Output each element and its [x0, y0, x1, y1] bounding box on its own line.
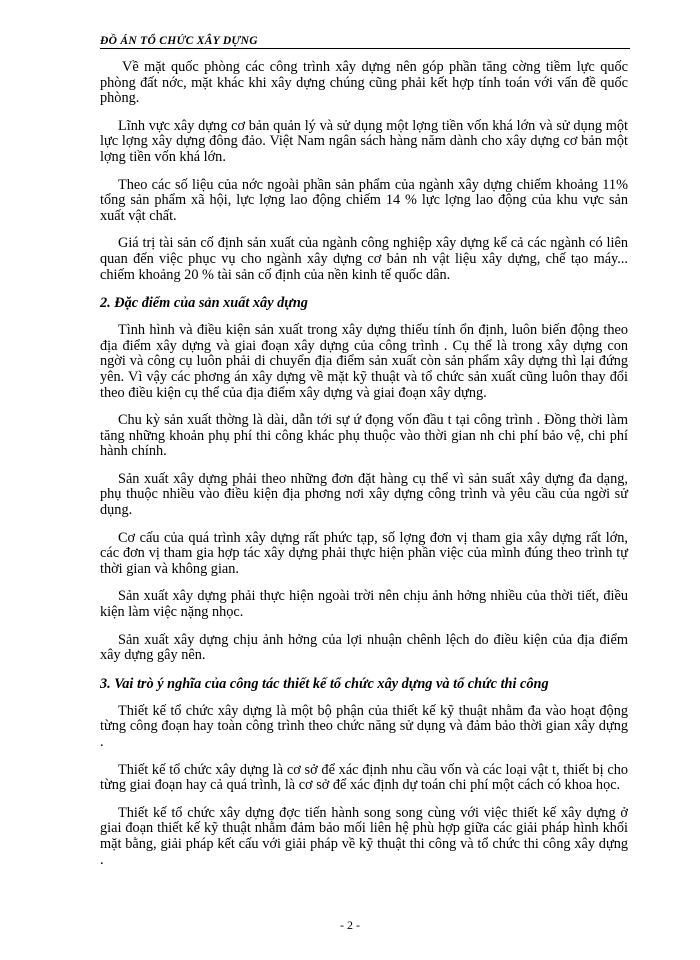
section-heading: 3. Vai trò ý nghĩa của công tác thiết kế tổ chức xây dựng và tổ chức thi công	[100, 675, 549, 692]
paragraph: Thiết kế tổ chức xây dựng là một bộ phận của thiết kế kỹ thuật nhằm đa vào hoạt động từng công đoạn hay toàn công trình theo chức năng sử dụng và đảm bảo thời gian xây dựng .	[100, 702, 628, 750]
page-number: - 2 -	[340, 918, 360, 932]
header-title: ĐỒ ÁN TỔ CHỨC XÂY DỰNG	[100, 35, 258, 47]
paragraph: Sản xuất xây dựng phải theo những đơn đặt hàng cụ thể vì sản suất xây dựng đa dạng, phụ thuộc nhiều vào điều kiện địa phơng nơi xây dựng công trình và yêu cầu của ngời sử dụng.	[100, 470, 628, 519]
paragraph: Tình hình và điều kiện sản xuất trong xây dựng thiếu tính ổn định, luôn biến động theo địa điểm xây dựng và giai đoạn xây dựng của công trình . Cụ thể là trong xây dựng con ngời và công cụ luôn phải di chuyển địa điểm sản xuất còn sản phẩm xây dựng thì lại đứng yên. Vì vậy các phơng án xây dựng về mặt kỹ thuật và tổ chức sản xuất cũng luôn thay đổi theo điều kiện cụ thể của địa điểm xây dựng và giai đoạn xây dựng.	[100, 322, 628, 401]
paragraph: Cơ cấu của quá trình xây dựng rất phức tạp, số lợng đơn vị tham gia xây dựng rất lớn, các đơn vị tham gia hợp tác xây dựng phải thực hiện phần việc của mình đúng theo trình tự thời gian và không gian.	[100, 529, 628, 577]
paragraph: Giá trị tài sản cố định sản xuất của ngành công nghiệp xây dựng kể cả các ngành có liên quan đến việc phục vụ cho ngành xây dựng cơ bản nh vật liệu xây dựng, chế tạo máy... chiếm khoảng 20 % tài sản cố định của nền kinh tế quốc dân.	[100, 235, 628, 283]
paragraph: Về mặt quốc phòng các công trình xây dựng nên góp phần tăng cờng tiềm lực quốc phòng đất nớc, mặt khác khi xây dựng chúng cũng phải kết hợp tính toán với vấn đề quốc phòng.	[100, 59, 628, 107]
paragraph: Thiết kế tổ chức xây dựng đợc tiến hành song song cùng với việc thiết kế xây dựng ở giai đoạn thiết kế kỹ thuật nhằm đảm bảo mối liên hệ phù hợp giữa các giải pháp hình khối mặt bằng, giải pháp kết cấu với giải pháp về kỹ thuật thi công và tổ chức thi công xây dựng .	[100, 804, 628, 868]
page-header	[100, 30, 630, 49]
paragraph: Thiết kế tổ chức xây dựng là cơ sở để xác định nhu cầu vốn và các loại vật t, thiết bị cho từng giai đoạn hay cả quá trình, là cơ sở để xác định dự toán chi phí một cách có khoa học.	[100, 761, 628, 794]
paragraph: Lĩnh vực xây dựng cơ bản quản lý và sử dụng một lợng tiền vốn khá lớn và sử dụng một lực lợng xây dựng đông đảo. Việt Nam ngân sách hàng năm dành cho xây dựng cơ bản một lợng tiền vốn khá lớn.	[100, 117, 628, 165]
paragraph: Sản xuất xây dựng phải thực hiện ngoài trời nên chịu ảnh hởng nhiều của thời tiết, điều kiện làm việc nặng nhọc.	[100, 588, 628, 621]
document-body	[100, 60, 628, 880]
section-heading: 2. Đặc điểm của sản xuất xây dựng	[100, 295, 308, 312]
paragraph: Chu kỳ sản xuất thờng là dài, dẫn tới sự ứ đọng vốn đầu t tại công trình . Đồng thời làm tăng những khoản phụ phí thi công khác phụ thuộc vào thời gian nh chi phí bảo vệ, chi phí hành chính.	[100, 412, 628, 460]
paragraph: Theo các số liệu của nớc ngoài phần sản phẩm của ngành xây dựng chiếm khoảng 11% tổng sản phẩm xã hội, lực lợng lao động chiếm 14 % lực lợng lao động của khu vực sản xuất vật chất.	[100, 176, 628, 224]
paragraph: Sản xuất xây dựng chịu ảnh hởng của lợi nhuận chênh lệch do điều kiện của địa điểm xây dựng gây nên.	[100, 631, 628, 664]
